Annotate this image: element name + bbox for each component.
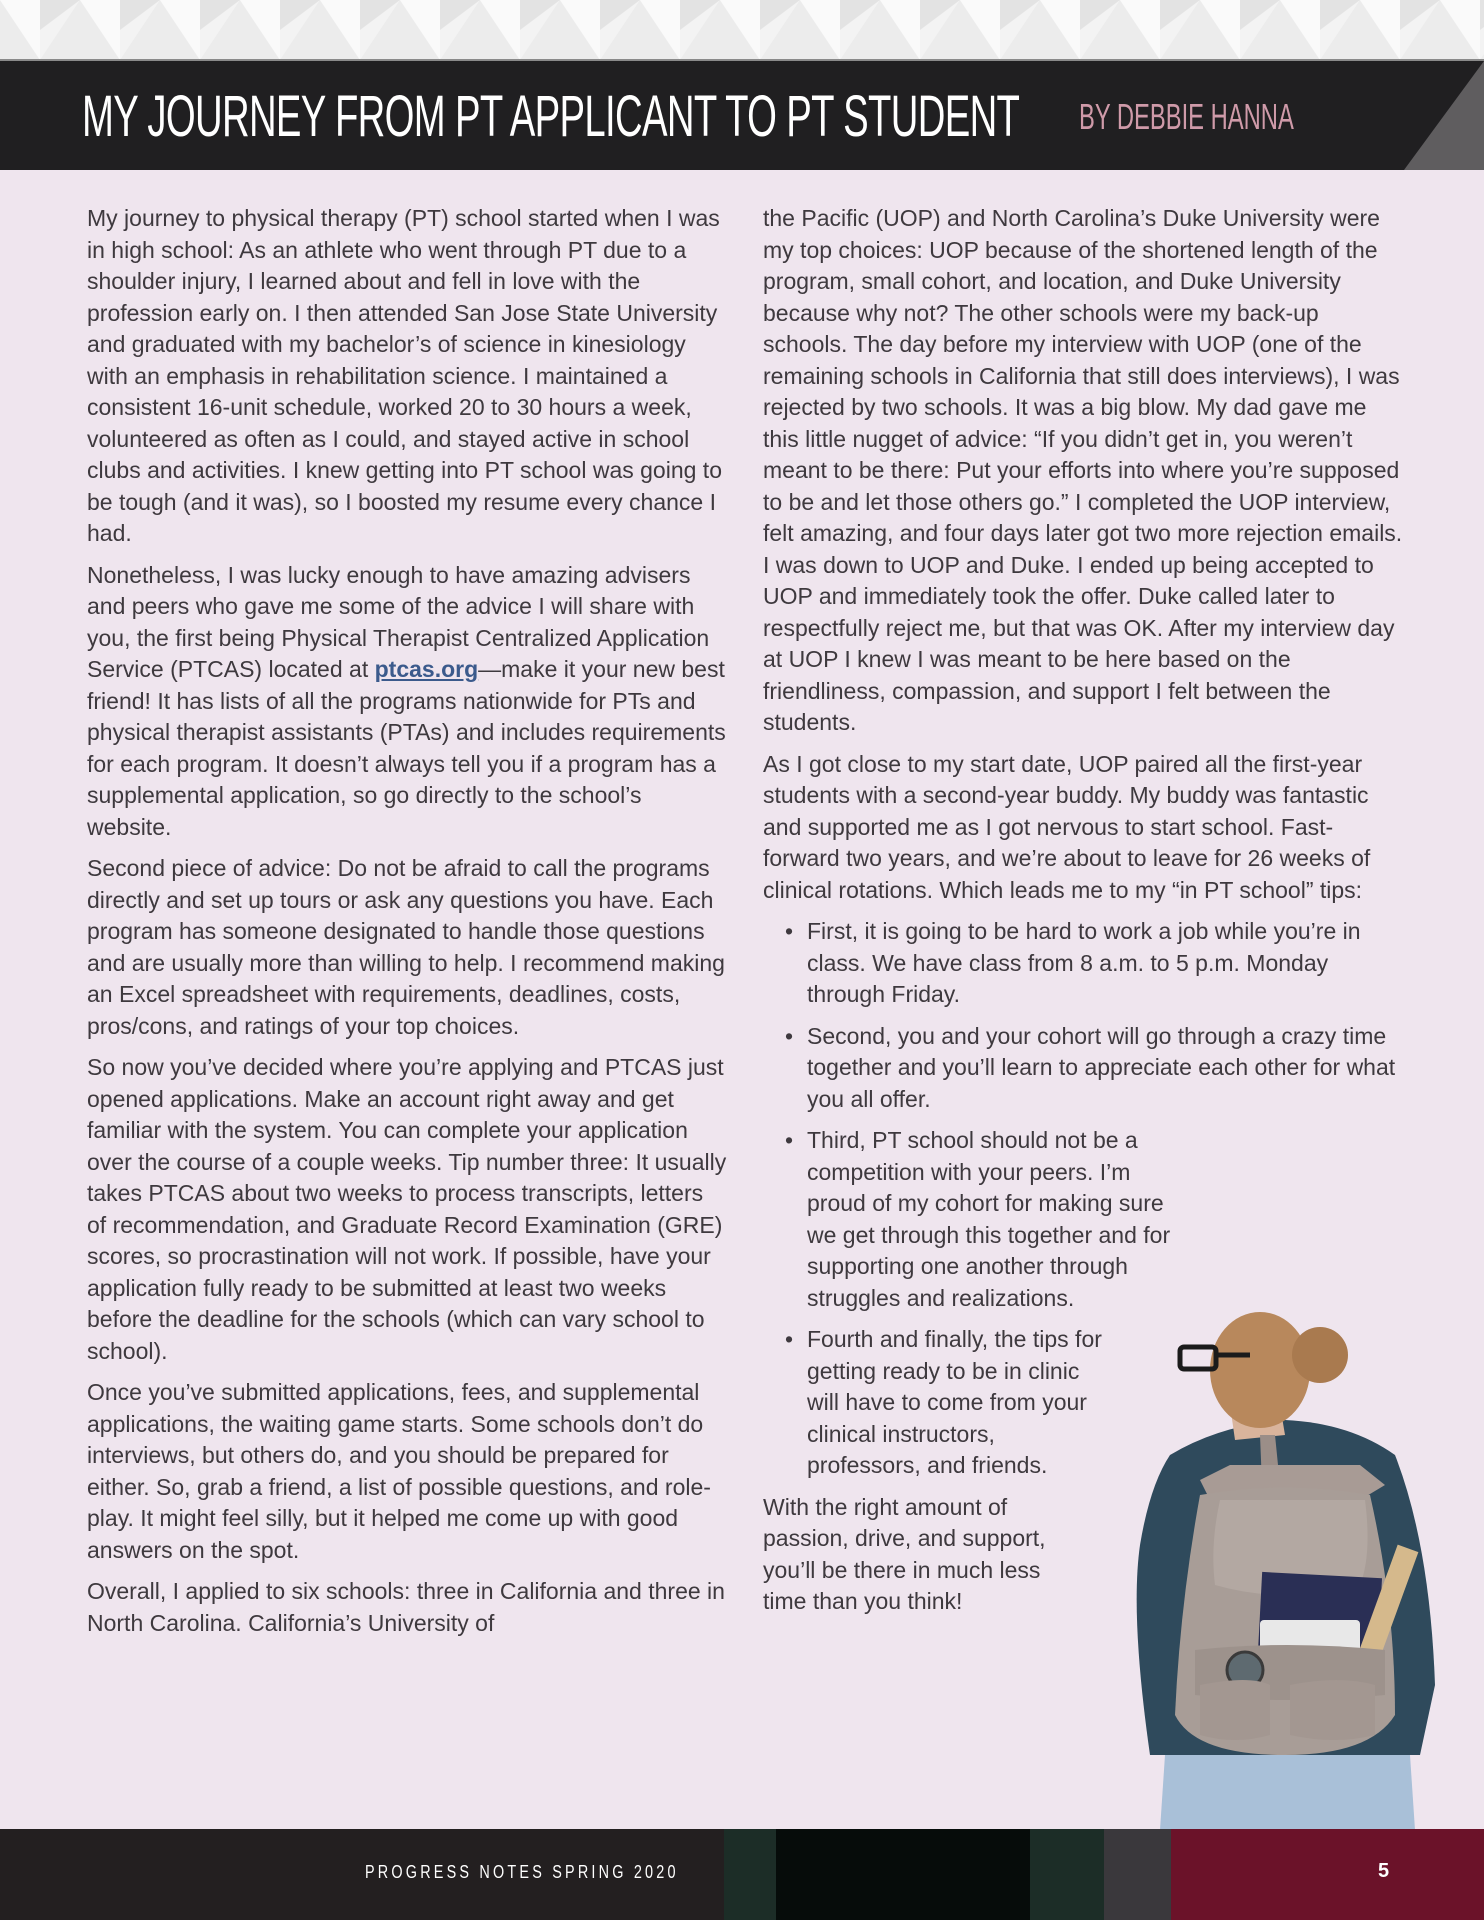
paragraph: the Pacific (UOP) and North Carolina’s Duke University were my top choices: UOP because of the shortened length of the program, small cohort, and location, and Duke University because why not? The other schools were my back-up schools. The day before my interview with UOP (one of the remaining schools in California that still does interviews), I was rejected by two schools. It was a big blow. My dad gave me this little nugget of advice: “If you didn’t get in, you weren’t meant to be there: Put your efforts into where you’re supposed to be and let those others go.” I completed the UOP interview, felt amazing, and four days later got two more rejection emails. I was down to UOP and Duke. I ended up being accepted to UOP and immediately took the offer. Duke called later to respectfully reject me, but that was OK. After my interview day at UOP I knew I was meant to be here based on the friendliness, compassion, and support I felt between the students.: [763, 205, 1403, 735]
footer-segment: [1030, 1829, 1104, 1920]
footer-segment: [1104, 1829, 1171, 1920]
list-item: • Third, PT school should not be a competition with your peers. I’m proud of my cohort for making sure we get through this together and for supporting one another through struggles and realizations.: [807, 1125, 1187, 1314]
article-column-left: [87, 203, 727, 1649]
triangle-pattern: [0, 0, 1484, 60]
paragraph: Overall, I applied to six schools: three in California and three in North Carolina. California’s University of: [87, 1578, 725, 1636]
corner-accent: [1384, 61, 1484, 170]
footer-segment-accent: [1171, 1829, 1484, 1920]
pattern-triangle: [1480, 0, 1484, 30]
paragraph: As I got close to my start date, UOP paired all the first-year students with a second-year buddy. My buddy was fantastic and supported me as I got nervous to start school. Fast-forward two years, and we’re about to leave for 26 weeks of clinical rotations. Which leads me to my “in PT school” tips:: [763, 750, 1371, 903]
page-footer: [0, 1829, 1484, 1920]
page-number: 5: [1378, 1860, 1390, 1882]
hair-bun: [1292, 1327, 1348, 1383]
paragraph: Once you’ve submitted applications, fees, and supplemental applications, the waiting game starts. Some schools don’t do interviews, but others do, and you should be prepared for either. So, grab a friend, a list of possible questions, and role-play. It might feel silly, but it helped me come up with good answers on the spot.: [87, 1379, 711, 1563]
article-title: MY JOURNEY FROM PT APPLICANT TO PT STUDENT: [82, 84, 1020, 149]
list-item: • First, it is going to be hard to work a job while you’re in class. We have class from 8 a.m. to 5 p.m. Monday through Friday.: [807, 916, 1403, 1011]
text: Nonetheless, I was lucky enough to have amazing advisers and peers who gave me some of the advice I will share with you, the first being Physical Therapist Centralized Application Service (PTCAS) located at: [87, 561, 710, 682]
paragraph: Second piece of advice: Do not be afraid to call the programs directly and set up tours or ask any questions you have. Each program has someone designated to handle those questions and are usually more than willing to help. I recommend making an Excel spreadsheet with requirements, deadlines, costs, pros/cons, and ratings of your top choices.: [87, 855, 725, 1039]
title-container: [82, 72, 1132, 162]
jeans: [1160, 1755, 1415, 1830]
text: —make it your new best friend! It has lists of all the programs nationwide for PTs and physical therapist assistants (PTAs) and includes requirements for each program. It doesn’t always tell you if a program has a supplemental application, so go directly to the school’s website.: [87, 656, 726, 840]
head-hair: [1210, 1312, 1310, 1428]
closing-paragraph: With the right amount of passion, drive, and support, you’ll be there in much less time than you think!: [763, 1493, 1046, 1614]
paragraph: So now you’ve decided where you’re applying and PTCAS just opened applications. Make an account right away and get familiar with the system. You can complete your application over the course of a couple weeks. Tip number three: It usually takes PTCAS about two weeks to process transcripts, letters of recommendation, and Graduate Record Examination (GRE) scores, so procrastination will not work. If possible, have your application fully ready to be submitted at least two weeks before the deadline for the schools (which can vary school to school).: [87, 1054, 727, 1364]
publication-label: PROGRESS NOTES SPRING 2020: [365, 1862, 679, 1882]
paragraph: My journey to physical therapy (PT) school started when I was in high school: As an athlete who went through PT due to a shoulder injury, I learned about and fell in love with the profession early on. I then attended San Jose State University and graduated with my bachelor’s of science in kinesiology with an emphasis in rehabilitation science. I maintained a consistent 16-unit schedule, worked 20 to 30 hours a week, volunteered as often as I could, and stayed active in school clubs and activities. I knew getting into PT school was going to be tough (and it was), so I boosted my resume every chance I had.: [87, 205, 722, 546]
side-pocket: [1200, 1680, 1270, 1740]
footer-segment: [776, 1829, 1030, 1920]
decorative-pattern-band: [0, 0, 1484, 60]
author-byline: BY DEBBIE HANNA: [1079, 96, 1294, 137]
side-pocket: [1290, 1680, 1375, 1740]
footer-segment: [724, 1829, 776, 1920]
list-item: • Second, you and your cohort will go through a crazy time together and you’ll learn to appreciate each other for what you all offer.: [807, 1021, 1403, 1116]
list-item: • Fourth and finally, the tips for getting ready to be in clinic will have to come from your clinical instructors, professors, and friends.: [807, 1324, 1107, 1482]
student-backpack-photo: [1110, 1285, 1460, 1830]
paragraph: [87, 560, 727, 844]
ptcas-link[interactable]: ptcas.org: [374, 656, 479, 682]
